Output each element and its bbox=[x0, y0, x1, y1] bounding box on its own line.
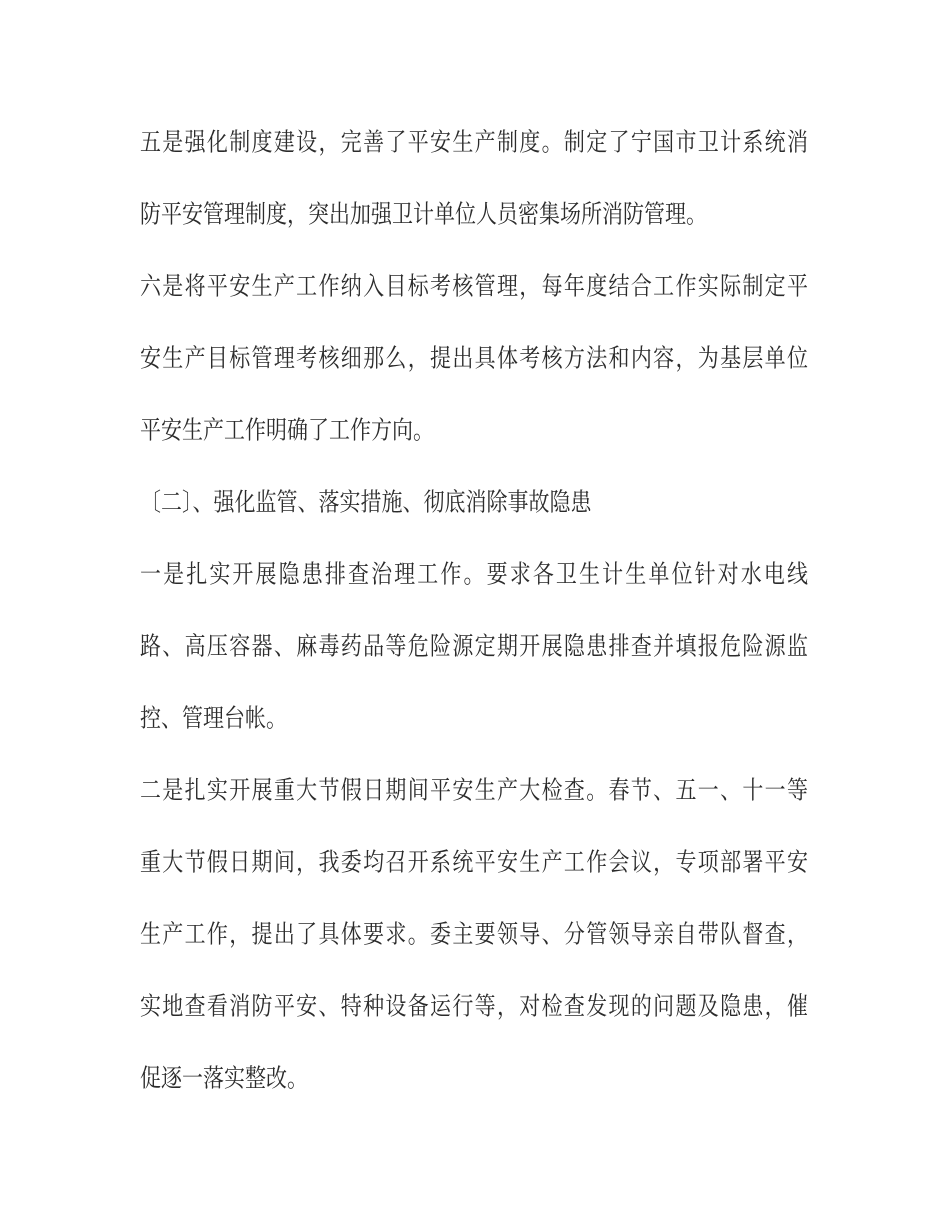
paragraph bbox=[140, 538, 808, 754]
text-line: 生产工作，提出了具体要求。委主要领导、分管领导亲自带队督查， bbox=[140, 919, 808, 949]
text-line: 路、高压容器、麻毒药品等危险源定期开展隐患排查并填报危险源监 bbox=[140, 631, 808, 661]
text-line: 安生产目标管理考核细那么，提出具体考核方法和内容，为基层单位 bbox=[140, 343, 808, 373]
text-line: 平安生产工作明确了工作方向。 bbox=[140, 415, 434, 445]
paragraph bbox=[140, 250, 808, 466]
text-line: 〔二〕、强化监管、落实措施、彻底消除事故隐患 bbox=[140, 487, 592, 517]
text-line: 二是扎实开展重大节假日期间平安生产大检查。春节、五一、十一等 bbox=[140, 775, 808, 805]
text-line: 重大节假日期间，我委均召开系统平安生产工作会议，专项部署平安 bbox=[140, 847, 808, 877]
text-line: 六是将平安生产工作纳入目标考核管理，每年度结合工作实际制定平 bbox=[140, 271, 808, 301]
text-line: 控、管理台帐。 bbox=[140, 703, 287, 733]
document-body bbox=[140, 106, 808, 1114]
section-heading bbox=[140, 466, 808, 538]
text-line: 实地查看消防平安、特种设备运行等，对检查发现的问题及隐患，催 bbox=[140, 991, 808, 1021]
text-line: 一是扎实开展隐患排查治理工作。要求各卫生计生单位针对水电线 bbox=[140, 559, 808, 589]
text-line: 促逐一落实整改。 bbox=[140, 1063, 308, 1093]
text-line: 五是强化制度建设，完善了平安生产制度。制定了宁国市卫计系统消 bbox=[140, 127, 808, 157]
paragraph bbox=[140, 754, 808, 1114]
text-line: 防平安管理制度，突出加强卫计单位人员密集场所消防管理。 bbox=[140, 199, 707, 229]
paragraph bbox=[140, 106, 808, 250]
